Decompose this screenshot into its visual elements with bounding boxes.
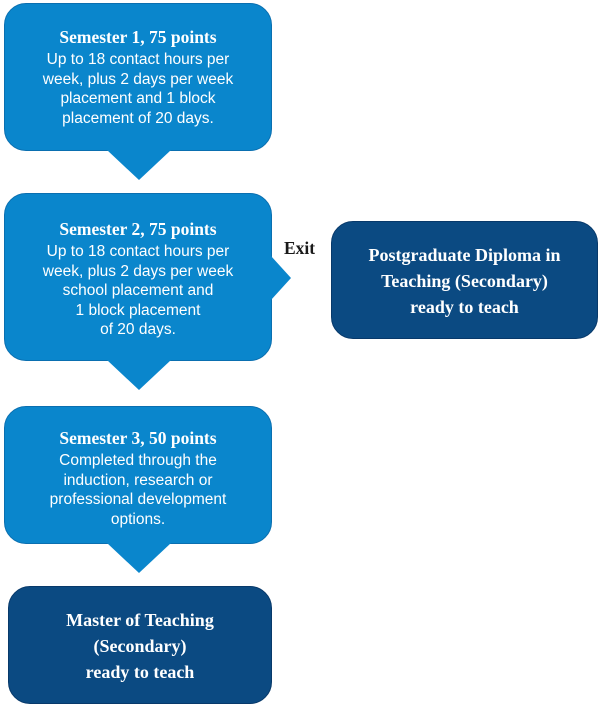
diploma-line: Teaching (Secondary) — [381, 271, 548, 291]
masters-line: (Secondary) — [93, 636, 187, 656]
semester-1-line: placement and 1 block — [60, 90, 216, 107]
semester-1-line: week, plus 2 days per week — [42, 70, 234, 88]
masters-line: Master of Teaching — [66, 610, 214, 630]
semester-1-title: Semester 1, 75 points — [59, 27, 217, 47]
arrow-down-3 — [107, 543, 171, 573]
arrow-right-exit — [271, 256, 291, 300]
semester-1-box — [4, 3, 272, 151]
masters-line: ready to teach — [85, 662, 195, 682]
semester-2-line: of 20 days. — [100, 321, 176, 338]
semester-3-box — [4, 406, 272, 544]
semester-3-line: options. — [110, 510, 166, 528]
semester-3-line: Completed through the — [59, 452, 217, 469]
diploma-line: Postgraduate Diploma in — [368, 245, 561, 265]
masters-box — [8, 586, 272, 704]
semester-3-title: Semester 3, 50 points — [59, 428, 217, 448]
semester-2-line: Up to 18 contact hours per — [46, 243, 230, 260]
semester-1-line: placement of 20 days. — [62, 109, 214, 127]
semester-3-line: induction, research or — [63, 471, 213, 489]
arrow-down-1 — [107, 150, 171, 180]
arrow-down-2 — [107, 360, 171, 390]
diploma-box — [331, 221, 598, 339]
semester-2-line: 1 block placement — [75, 301, 201, 319]
semester-2-line: week, plus 2 days per week — [42, 262, 234, 280]
diploma-line: ready to teach — [410, 297, 519, 317]
exit-label: Exit — [284, 238, 316, 258]
semester-2-box — [4, 193, 272, 361]
semester-2-title: Semester 2, 75 points — [59, 219, 217, 239]
semester-1-line: Up to 18 contact hours per — [46, 51, 230, 68]
semester-2-line: school placement and — [62, 282, 214, 299]
semester-3-line: professional development — [49, 491, 227, 508]
